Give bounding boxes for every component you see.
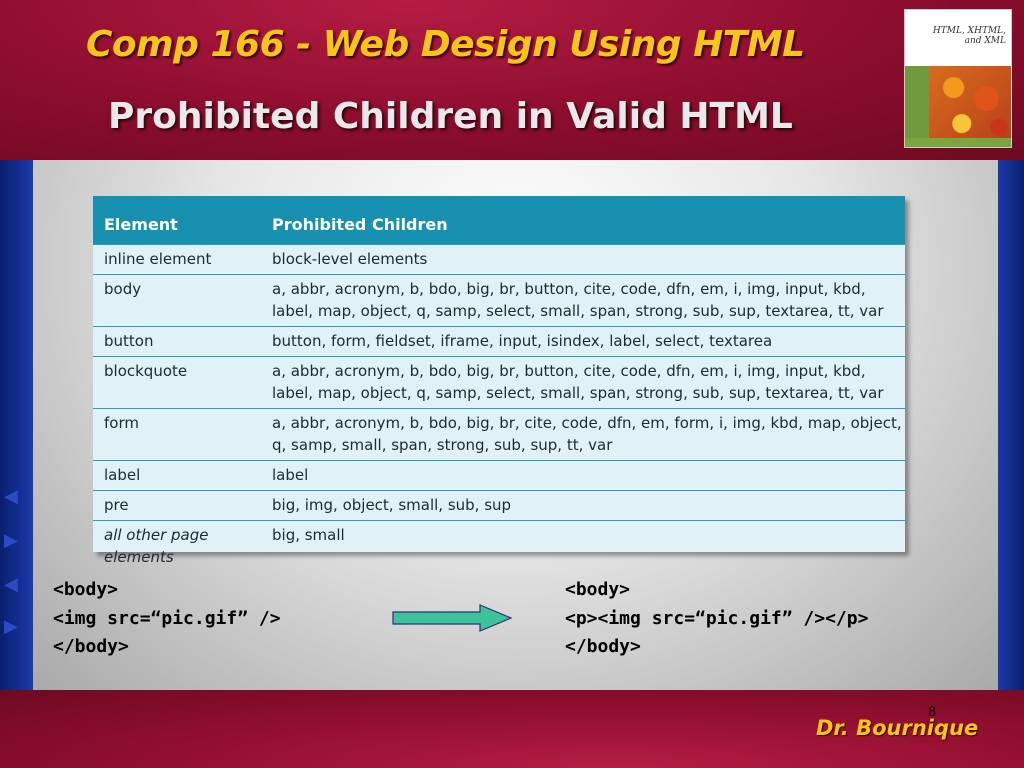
course-title: Comp 166 - Web Design Using HTML [86,24,805,65]
code-line: <body> [53,579,119,600]
code-line: </body> [53,636,129,657]
row-children: big, img, object, small, sub, sup [272,490,905,520]
row-element: button [93,326,272,356]
header-element: Element [93,196,272,244]
table-row [93,244,905,274]
slide-title: Prohibited Children in Valid HTML [108,96,793,137]
code-line: </body> [565,636,641,657]
book-cover-stripe [905,66,929,138]
code-before [53,576,281,662]
left-side-band [0,160,33,690]
table-row [93,408,905,460]
row-children: block-level elements [272,244,905,274]
header-prohibited-children: Prohibited Children [272,196,905,244]
author-name: Dr. Bournique [816,716,979,740]
row-element: label [93,460,272,490]
right-arrow-icon [392,604,512,632]
row-element: blockquote [93,356,272,408]
row-children: a, abbr, acronym, b, bdo, big, br, cite, code, dfn, em, form, i, img, kbd, map, object, q, samp, small, span, strong, sub, sup, tt, var [272,408,905,460]
table [93,196,905,572]
book-cover-image [904,9,1012,148]
book-cover-text: HTML, XHTML, and XML [932,26,1006,46]
row-element: body [93,274,272,326]
row-children: big, small [272,520,905,572]
book-cover-pattern [929,66,1011,138]
nav-prev-icon[interactable]: ◀ [4,574,18,595]
code-line: <p><img src=“pic.gif” /></p> [565,607,869,629]
prohibited-children-table [93,196,905,566]
nav-next-icon[interactable]: ▶ [4,530,18,551]
code-line: <img src=“pic.gif” /> [53,607,281,629]
row-element: pre [93,490,272,520]
row-element: all other page elements [93,520,272,572]
nav-last-icon[interactable]: ▶ [4,616,18,637]
code-after [565,576,868,662]
slide-header [0,0,1024,160]
table-row [93,274,905,326]
code-line: <body> [565,579,631,600]
nav-first-icon[interactable]: ◀ [4,486,18,507]
table-row [93,356,905,408]
table-row [93,326,905,356]
row-children: label [272,460,905,490]
row-element: form [93,408,272,460]
right-side-band [998,160,1024,690]
table-row [93,460,905,490]
table-row [93,520,905,572]
book-cover-bar [905,138,1011,147]
row-children: a, abbr, acronym, b, bdo, big, br, button, cite, code, dfn, em, i, img, input, kbd, label, map, object, q, samp, select, small, span, strong, sub, sup, textarea, tt, var [272,356,905,408]
table-row [93,490,905,520]
slide-number: 8 [928,705,937,720]
row-children: a, abbr, acronym, b, bdo, big, br, button, cite, code, dfn, em, i, img, input, kbd, label, map, object, q, samp, select, small, span, strong, sub, sup, textarea, tt, var [272,274,905,326]
row-children: button, form, fieldset, iframe, input, isindex, label, select, textarea [272,326,905,356]
table-header-row [93,196,905,244]
row-element: inline element [93,244,272,274]
